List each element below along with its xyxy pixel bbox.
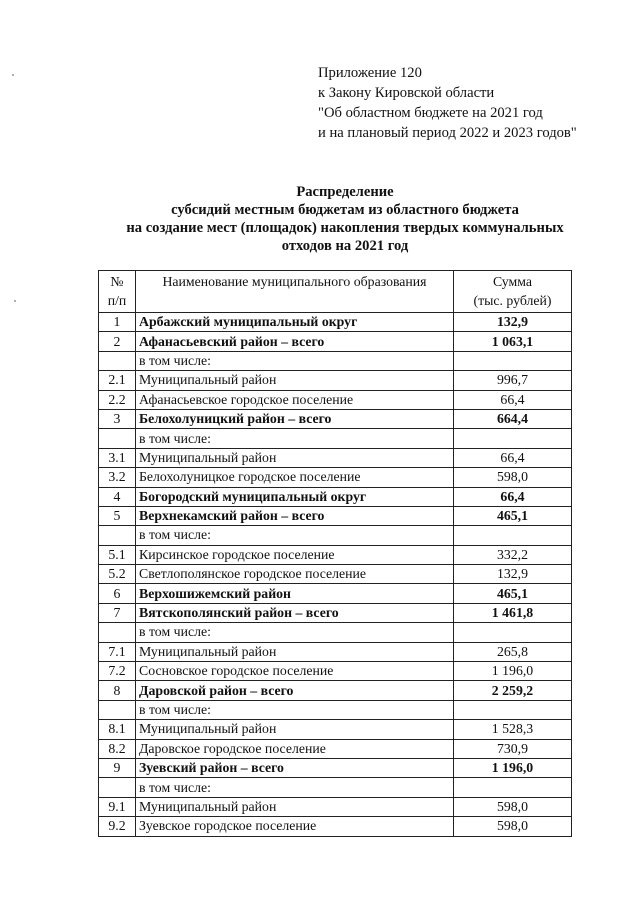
appendix-line-4: и на плановый период 2022 и 2023 годов" [318,125,577,141]
table-row [99,429,572,448]
row-sum: 265,8 [454,642,572,661]
heading-line-4: отходов на 2021 год [281,238,409,254]
row-number [99,700,136,719]
row-sum [454,429,572,448]
row-sum: 598,0 [454,817,572,836]
table-row [99,332,572,351]
table-row [99,662,572,681]
header-sum [454,271,572,313]
row-number: 2.2 [99,390,136,409]
row-name: в том числе: [136,700,454,719]
row-sum: 465,1 [454,506,572,525]
table-row [99,700,572,719]
table-row [99,623,572,642]
appendix-line-2: к Закону Кировской области [318,85,495,101]
row-number: 1 [99,313,136,332]
header-number [99,271,136,313]
row-name: в том числе: [136,623,454,642]
table-row [99,448,572,467]
row-name: Даровское городское поселение [136,739,454,758]
table-row [99,313,572,332]
row-name: Вятскополянский район – всего [136,603,454,622]
row-name: Верхошижемский район [136,584,454,603]
row-number: 7 [99,603,136,622]
row-sum: 66,4 [454,448,572,467]
row-sum: 465,1 [454,584,572,603]
row-number [99,526,136,545]
row-sum: 132,9 [454,313,572,332]
row-number: 3 [99,409,136,428]
row-number: 3.1 [99,448,136,467]
table-row [99,817,572,836]
row-sum: 1 196,0 [454,662,572,681]
table-row [99,797,572,816]
table-row [99,506,572,525]
row-sum: 1 196,0 [454,758,572,777]
table-row [99,468,572,487]
table-row [99,720,572,739]
row-number: 7.2 [99,662,136,681]
row-number: 8 [99,681,136,700]
heading-line-2: субсидий местным бюджетам из областного бюджета [171,202,519,218]
row-name: в том числе: [136,778,454,797]
row-number: 9.1 [99,797,136,816]
row-number [99,429,136,448]
row-sum [454,778,572,797]
row-number [99,623,136,642]
table-row [99,681,572,700]
row-sum: 66,4 [454,487,572,506]
row-number [99,778,136,797]
row-name: Зуевское городское поселение [136,817,454,836]
row-sum: 332,2 [454,545,572,564]
row-sum: 2 259,2 [454,681,572,700]
row-name: Белохолуницкий район – всего [136,409,454,428]
heading-line-1: Распределение [296,184,394,200]
table-row [99,390,572,409]
appendix-note [318,63,577,143]
document-heading [60,183,630,255]
row-name: Сосновское городское поселение [136,662,454,681]
table-row [99,409,572,428]
table-row [99,565,572,584]
header-number-line-1: № [110,274,124,289]
heading-line-3: на создание мест (площадок) накопления твердых коммунальных [126,220,564,236]
row-name: Афанасьевское городское поселение [136,390,454,409]
row-sum: 996,7 [454,371,572,390]
table-row [99,758,572,777]
row-name: Богородский муниципальный округ [136,487,454,506]
row-number: 9.2 [99,817,136,836]
row-number: 5.1 [99,545,136,564]
row-name: Афанасьевский район – всего [136,332,454,351]
table-row [99,545,572,564]
row-name: Муниципальный район [136,642,454,661]
table-row [99,739,572,758]
row-sum: 1 461,8 [454,603,572,622]
header-name: Наименование муниципального образования [136,271,454,313]
row-sum [454,700,572,719]
row-number: 6 [99,584,136,603]
table-row [99,351,572,370]
row-number: 9 [99,758,136,777]
row-sum [454,623,572,642]
header-number-line-2: п/п [107,293,127,308]
table-header-row [99,271,572,313]
row-name: Белохолуницкое городское поселение [136,468,454,487]
table-row [99,584,572,603]
row-name: Светлополянское городское поселение [136,565,454,584]
row-sum: 598,0 [454,468,572,487]
table-row [99,603,572,622]
row-name: Муниципальный район [136,720,454,739]
row-name: в том числе: [136,429,454,448]
row-number [99,351,136,370]
row-sum: 66,4 [454,390,572,409]
row-number: 5.2 [99,565,136,584]
row-name: Зуевский район – всего [136,758,454,777]
table-row [99,487,572,506]
row-name: Арбажский муниципальный округ [136,313,454,332]
row-number: 8.2 [99,739,136,758]
row-sum: 132,9 [454,565,572,584]
row-number: 4 [99,487,136,506]
table-row [99,778,572,797]
row-sum: 1 528,3 [454,720,572,739]
row-sum: 730,9 [454,739,572,758]
row-sum: 1 063,1 [454,332,572,351]
row-name: Кирсинское городское поселение [136,545,454,564]
row-number: 5 [99,506,136,525]
header-sum-line-1: Сумма [492,274,533,289]
row-number: 3.2 [99,468,136,487]
row-number: 2 [99,332,136,351]
row-name: Муниципальный район [136,448,454,467]
scan-speck [12,74,14,76]
table-row [99,526,572,545]
row-sum [454,351,572,370]
header-sum-line-2: (тыс. рублей) [473,293,552,308]
scan-speck [14,300,16,302]
table-body [99,313,572,837]
row-number: 8.1 [99,720,136,739]
distribution-table [98,270,572,837]
row-sum [454,526,572,545]
table-row [99,642,572,661]
row-name: в том числе: [136,351,454,370]
appendix-line-3: "Об областном бюджете на 2021 год [318,105,543,121]
table-row [99,371,572,390]
row-name: в том числе: [136,526,454,545]
row-number: 7.1 [99,642,136,661]
row-name: Муниципальный район [136,371,454,390]
appendix-line-1: Приложение 120 [318,65,422,81]
row-name: Верхнекамский район – всего [136,506,454,525]
row-sum: 664,4 [454,409,572,428]
row-name: Муниципальный район [136,797,454,816]
row-sum: 598,0 [454,797,572,816]
row-number: 2.1 [99,371,136,390]
row-name: Даровской район – всего [136,681,454,700]
